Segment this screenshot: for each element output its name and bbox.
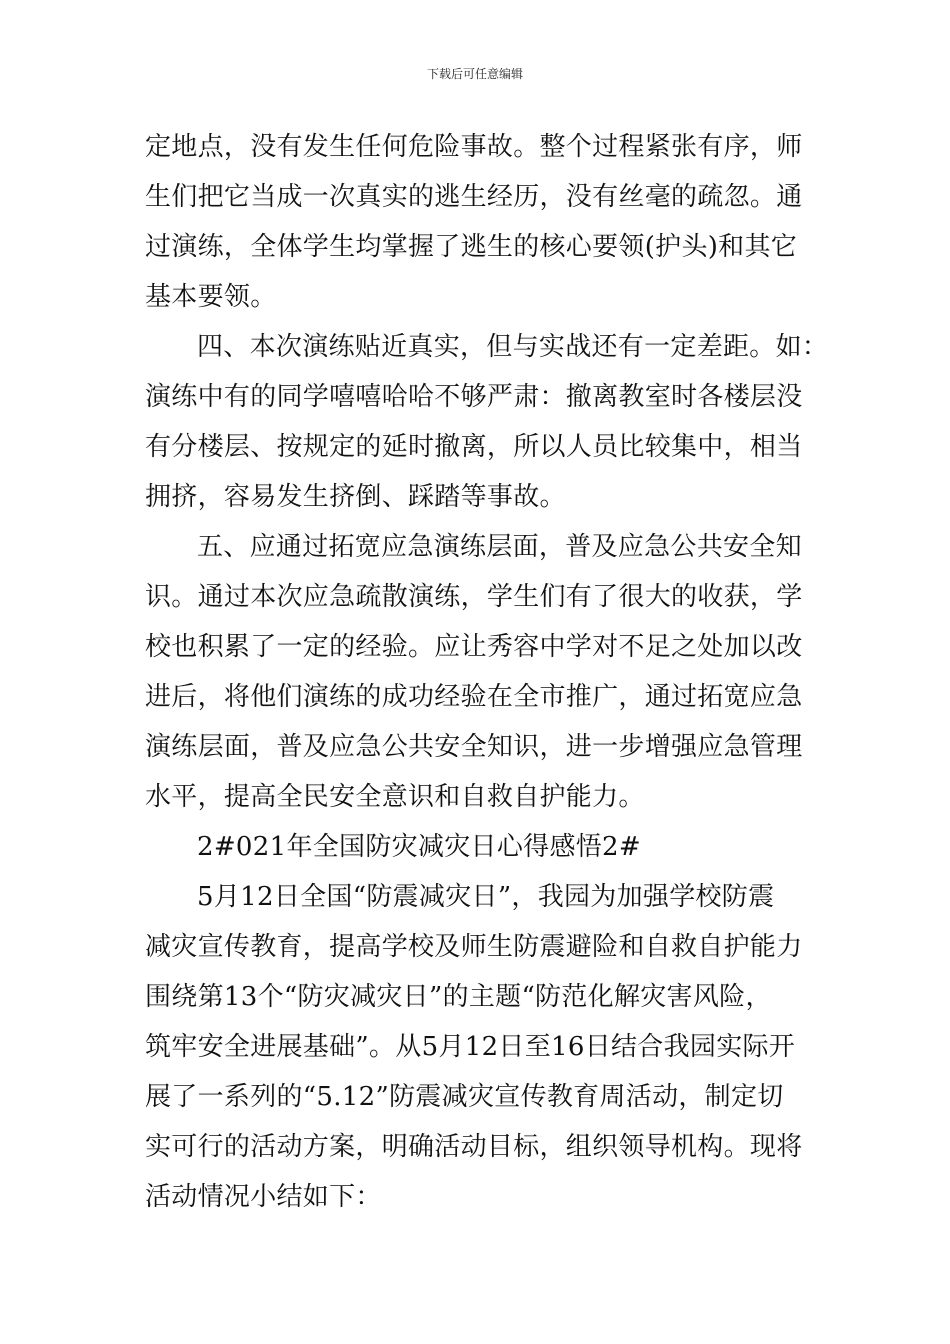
paragraph-four-start: 四、本次演练贴近真实，但与实战还有一定差距。如： [197, 332, 829, 362]
document-body [145, 122, 829, 1222]
text-line: 拥挤，容易发生挤倒、踩踏等事故。 [145, 482, 566, 512]
text-line: 围绕第13个“防灾减灾日”的主题“防范化解灾害风险， [145, 982, 772, 1012]
text-line: 校也积累了一定的经验。应让秀容中学对不足之处加以改 [145, 632, 803, 662]
text-line: 水平，提高全民安全意识和自救自护能力。 [145, 782, 645, 812]
text-line: 演练中有的同学嘻嘻哈哈不够严肃：撤离教室时各楼层没 [145, 382, 803, 412]
text-line: 有分楼层、按规定的延时撤离，所以人员比较集中，相当 [145, 432, 803, 462]
text-line: 减灾宣传教育，提高学校及师生防震避险和自救自护能力 [145, 932, 803, 962]
text-line: 实可行的活动方案，明确活动目标，组织领导机构。现将 [145, 1132, 803, 1162]
text-line: 定地点，没有发生任何危险事故。整个过程紧张有序，师 [145, 132, 803, 162]
section-title: 2#021年全国防灾减灾日心得感悟2# [197, 832, 641, 862]
text-line: 筑牢安全进展基础”。从5月12日至16日结合我园实际开 [145, 1032, 796, 1062]
text-line: 演练层面，普及应急公共安全知识，进一步增强应急管理 [145, 732, 803, 762]
text-line: 活动情况小结如下： [145, 1182, 382, 1212]
text-line: 识。通过本次应急疏散演练，学生们有了很大的收获，学 [145, 582, 803, 612]
text-line: 展了一系列的“5.12”防震减灾宣传教育周活动，制定切 [145, 1082, 784, 1112]
text-line: 过演练，全体学生均掌握了逃生的核心要领(护头)和其它 [145, 232, 798, 262]
page-header: 下载后可任意编辑 [426, 67, 523, 81]
text-line: 生们把它当成一次真实的逃生经历，没有丝毫的疏忽。通 [145, 182, 803, 212]
text-line: 基本要领。 [145, 282, 277, 312]
text-line: 进后，将他们演练的成功经验在全市推广，通过拓宽应急 [145, 682, 803, 712]
paragraph-start: 5月12日全国“防震减灾日”，我园为加强学校防震 [197, 882, 775, 912]
paragraph-five-start: 五、应通过拓宽应急演练层面，普及应急公共安全知 [197, 532, 802, 562]
